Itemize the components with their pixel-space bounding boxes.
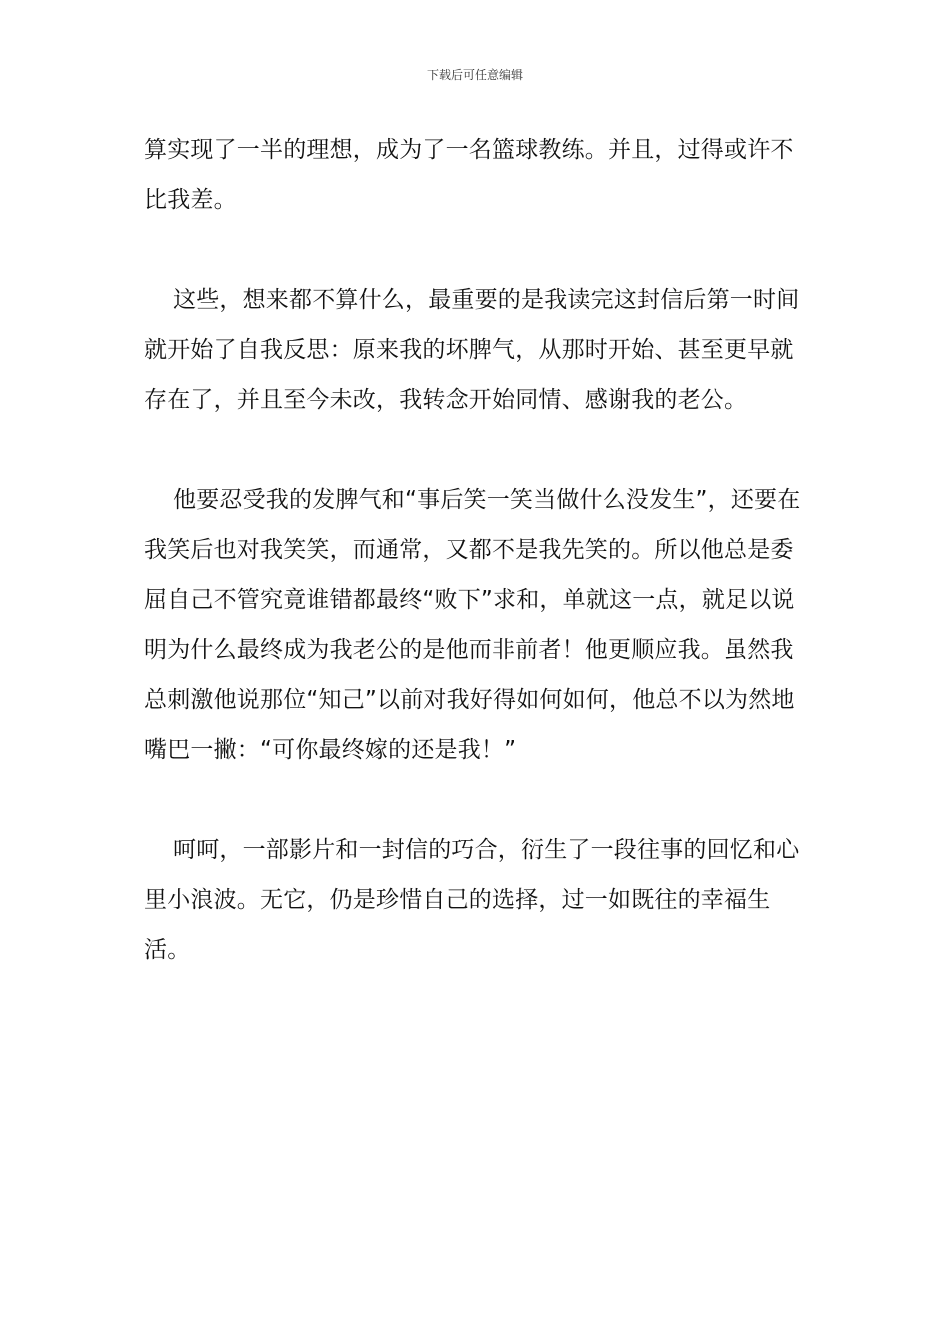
paragraph-4: 呵呵，一部影片和一封信的巧合，衍生了一段往事的回忆和心里小浪波。无它，仍是珍惜自己的选择，过一如既往的幸福生活。 [144, 837, 800, 963]
paragraph-3: 他要忍受我的发脾气和“事后笑一笑当做什么没发生”，还要在我笑后也对我笑笑，而通常，又都不是我先笑的。所以他总是委屈自己不管究竟谁错都最终“败下”求和，单就这一点，就足以说明为什么最终成为我老公的是他而非前者！他更顺应我。虽然我总刺激他说那位“知己”以前对我好得如何如何，他总不以为然地嘴巴一撇：“可你最终嫁的还是我！” [144, 487, 801, 763]
paragraph-1: 算实现了一半的理想，成为了一名篮球教练。并且，过得或许不比我差。 [144, 137, 794, 213]
paragraph-2: 这些，想来都不算什么，最重要的是我读完这封信后第一时间就开始了自我反思：原来我的坏脾气，从那时开始、甚至更早就存在了，并且至今未改，我转念开始同情、感谢我的老公。 [144, 287, 800, 413]
document-body [144, 125, 808, 1025]
page-header-note: 下载后可任意编辑 [426, 68, 523, 82]
